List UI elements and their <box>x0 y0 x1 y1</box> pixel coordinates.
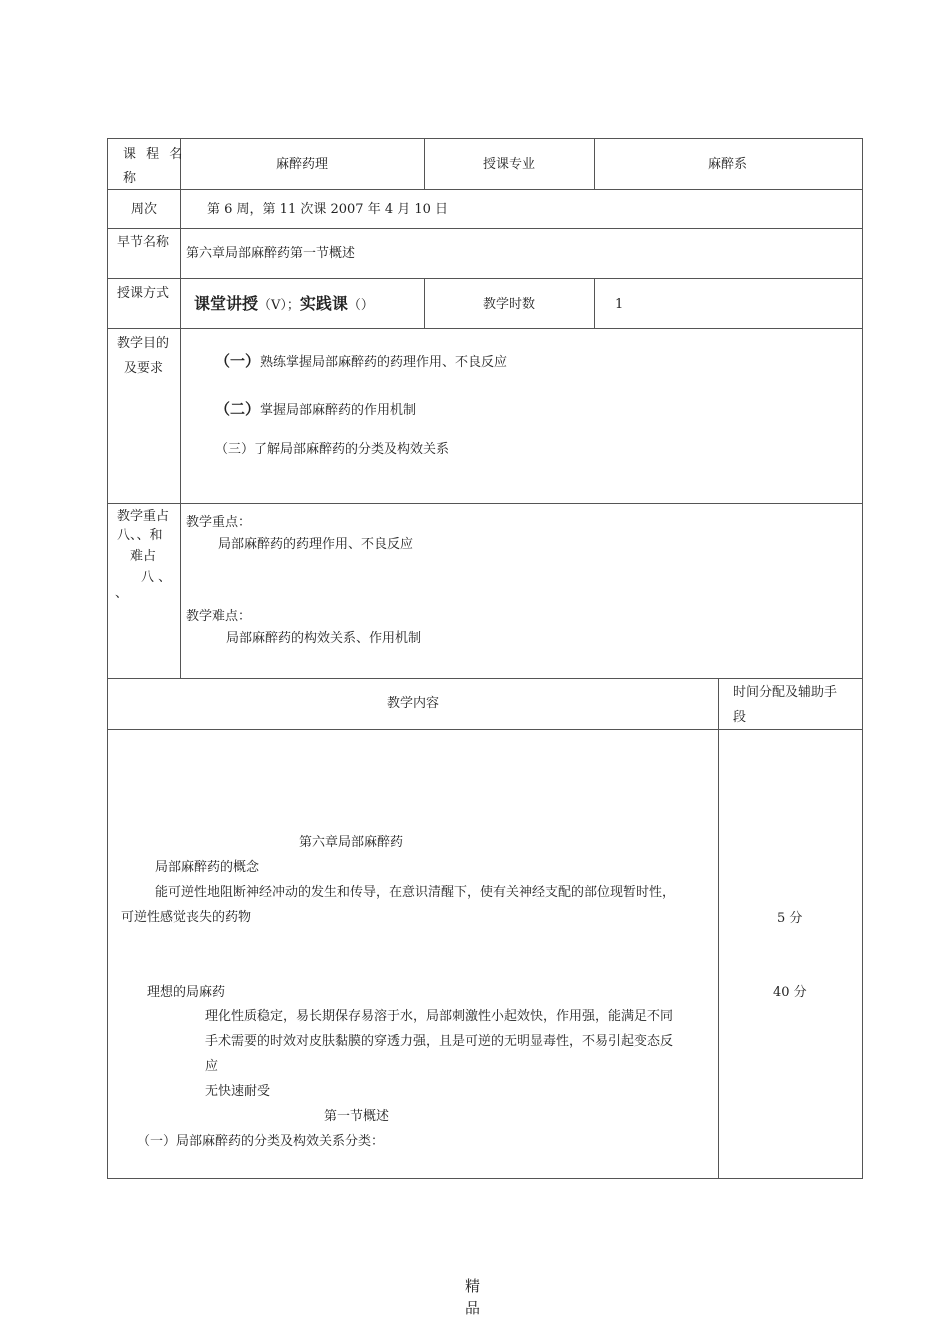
ideal-title: 理想的局麻药 <box>147 985 226 1000</box>
course-name-label-cont: 称 <box>123 171 137 186</box>
goal-item-1-text: 熟练掌握局部麻醉药的药理作用、不良反应 <box>260 355 508 370</box>
ideal-line-3: 应 <box>205 1059 219 1074</box>
lecture-text: 课堂讲授 <box>194 294 259 313</box>
time-allocation-2: 40 分 <box>773 985 807 1000</box>
goal-item-2-num: （二） <box>215 400 261 418</box>
week-label: 周次 <box>131 202 158 217</box>
time-allocation-1: 5 分 <box>777 911 803 926</box>
major-label: 授课专业 <box>483 157 536 172</box>
focus-label-line-2: 八、、和 <box>117 528 163 543</box>
goal-item-3-num: （三） <box>215 442 255 457</box>
goal-item-2 <box>215 400 416 420</box>
concept-line-2: 可逆性感觉丧失的药物 <box>121 910 252 925</box>
goal-item-1-num: （一） <box>215 352 261 370</box>
focus-label-line-1: 教学重占 <box>117 509 170 524</box>
key-points-label: 教学重点： <box>186 515 252 530</box>
hours-value: 1 <box>615 297 624 312</box>
time-header-label-line-2: 段 <box>733 710 747 725</box>
footer-char-1: 精 <box>465 1277 481 1295</box>
course-name-label: 课 程 名 <box>123 147 186 162</box>
goal-item-3-text: 了解局部麻醉药的分类及构效关系 <box>254 442 450 457</box>
footer-mark <box>465 1275 480 1319</box>
goal-item-1 <box>215 352 507 372</box>
concept-title: 局部麻醉药的概念 <box>155 860 260 875</box>
focus-label-line-3: 难占 <box>130 549 157 564</box>
method-value <box>194 295 374 315</box>
course-name-value: 麻醉药理 <box>276 157 329 172</box>
ideal-line-4: 无快速耐受 <box>205 1084 271 1099</box>
method-label: 授课方式 <box>117 286 170 301</box>
ideal-line-1: 理化性质稳定，易长期保存易溶于水，局部刺激性小起效快，作用强，能满足不同 <box>205 1009 674 1024</box>
focus-label-line-4: 八 、 <box>141 570 172 585</box>
key-points-text: 局部麻醉药的药理作用、不良反应 <box>218 537 414 552</box>
lecture-mark: （V）； <box>258 298 300 313</box>
focus-label-line-5: 、 <box>115 586 129 601</box>
ideal-line-2: 手术需要的时效对皮肤黏膜的穿透力强，且是可逆的无明显毒性，不易引起变态反 <box>205 1034 674 1049</box>
goals-label-line-1: 教学目的 <box>117 336 170 351</box>
concept-line-1: 能可逆性地阻断神经冲动的发生和传导，在意识清醒下，使有关神经支配的部位现暂时性， <box>155 885 676 900</box>
subsection-title: （一）局部麻醉药的分类及构效关系分类： <box>137 1134 385 1149</box>
practice-mark: （） <box>347 298 374 313</box>
section-title: 第一节概述 <box>324 1109 390 1124</box>
week-value: 第 6 周，第 11 次课 2007 年 4 月 10 日 <box>207 202 449 217</box>
goals-label-line-2: 及要求 <box>124 361 164 376</box>
hours-label: 教学时数 <box>483 297 536 312</box>
content-header-label: 教学内容 <box>387 696 440 711</box>
goal-item-3 <box>215 441 449 459</box>
chapter-label: 早节名称 <box>117 235 170 250</box>
difficult-points-text: 局部麻醉药的构效关系、作用机制 <box>226 631 422 646</box>
chapter-value: 第六章局部麻醉药第一节概述 <box>186 246 356 261</box>
content-chapter-title: 第六章局部麻醉药 <box>299 835 404 850</box>
practice-text: 实践课 <box>299 294 348 313</box>
major-value: 麻醉系 <box>708 157 748 172</box>
difficult-points-label: 教学难点： <box>186 609 252 624</box>
time-header-label-line-1: 时间分配及辅助手 <box>733 685 838 700</box>
goal-item-2-text: 掌握局部麻醉药的作用机制 <box>260 403 417 418</box>
footer-char-2: 品 <box>465 1299 481 1317</box>
